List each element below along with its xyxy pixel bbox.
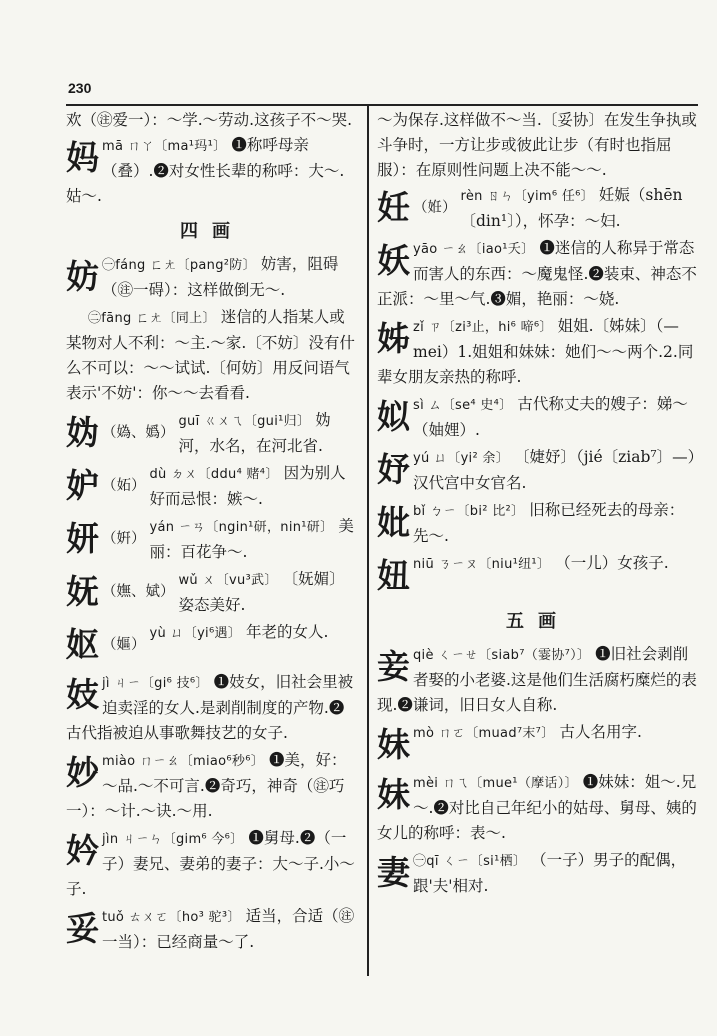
entry-body xyxy=(66,133,358,209)
entry-body xyxy=(66,670,358,746)
entry-body xyxy=(377,848,699,899)
pronunciation: yāo ㄧㄠ〔iao¹夭〕 xyxy=(413,242,535,257)
pronunciation: mèi ㄇㄟ〔mue¹（摩话）〕 xyxy=(413,776,578,791)
entry-body xyxy=(66,826,358,902)
definition: 妫河，水名，在河北省. xyxy=(178,411,331,455)
pronunciation: yú ㄩ〔yi² 余〕 xyxy=(413,451,510,466)
pronunciation: yán ㄧㄢ〔ngin¹研，nin¹研〕 xyxy=(149,520,334,535)
dictionary-entry xyxy=(377,551,699,599)
definition: 美丽：百花争～. xyxy=(149,517,354,561)
definition: 适当，合适（㊟一当）：已经商量～了. xyxy=(102,907,355,951)
dictionary-entry xyxy=(377,642,699,718)
page-number: 230 xyxy=(68,80,92,96)
entry-body xyxy=(377,720,699,746)
definition: （一儿）女孩子. xyxy=(555,554,669,572)
header-rule xyxy=(66,104,698,106)
headword: 妹 xyxy=(377,725,410,764)
pronunciation: tuǒ ㄊㄨㄛ〔ho³ 驼³〕 xyxy=(102,910,241,925)
headword-variant: （姸） xyxy=(102,531,146,547)
pronunciation: zǐ ㄗ〔zi³止，hi⁶ 啼⁶〕 xyxy=(413,320,553,335)
pronunciation: ㊁fāng ㄈㄤ〔同上〕 xyxy=(88,311,216,326)
dictionary-entry xyxy=(377,770,699,846)
headword: 妤 xyxy=(377,450,410,489)
pronunciation: jì ㄐㄧ〔gi⁶ 技⁶〕 xyxy=(102,676,209,691)
pronunciation: yù ㄩ〔yi⁶遇〕 xyxy=(149,626,242,641)
dictionary-entry xyxy=(377,848,699,899)
definition: 妨害，阻碍（㊟一碍）：这样做倒无～. xyxy=(102,255,339,299)
dictionary-entry xyxy=(377,720,699,768)
section-title: 四画 xyxy=(180,221,244,242)
dictionary-entry xyxy=(377,498,699,549)
pronunciation: mò ㄇㄛ〔muad⁷末⁷〕 xyxy=(413,726,555,741)
right-column xyxy=(377,108,699,901)
entry-list-pre xyxy=(377,183,699,599)
definition: 年老的女人. xyxy=(246,623,329,641)
definition: 因为别人好而忌恨：嫉～. xyxy=(149,464,346,508)
dictionary-entry xyxy=(66,904,358,955)
entry-body xyxy=(377,445,699,496)
headword-variant: （媯、嬀） xyxy=(102,425,175,441)
entry-body xyxy=(377,498,699,549)
headword: 妒 xyxy=(66,466,99,505)
dictionary-entry xyxy=(377,445,699,496)
dictionary-entry xyxy=(66,826,358,902)
dictionary-entry xyxy=(66,408,358,459)
entry-list xyxy=(377,642,699,899)
entry-body xyxy=(377,770,699,846)
pronunciation: wǔ ㄨ〔vu³武〕 xyxy=(178,573,278,588)
definition: ❶美，好：～品.～不可言.❷奇巧，神奇（㊟巧一）：～计.～诀.～用. xyxy=(66,751,347,820)
headword: 妨 xyxy=(66,257,99,296)
entry-body xyxy=(377,551,699,577)
entry-body xyxy=(66,904,358,955)
definition: 旧称已经死去的母亲：先～. xyxy=(413,501,685,545)
definition: ❶称呼母亲（叠）.❷对女性长辈的称呼：大～.姑～. xyxy=(66,136,345,205)
left-column xyxy=(66,108,358,957)
entry-list-pre xyxy=(66,133,358,209)
continuation-text: 欢（㊟爱一）：～学.～劳动.这孩子不～哭. xyxy=(66,111,353,129)
column-divider xyxy=(367,106,369,976)
definition: 妊娠（shēn〔din¹〕），怀孕：～妇. xyxy=(460,186,683,230)
dictionary-entry xyxy=(377,183,699,234)
headword: 妪 xyxy=(66,625,99,664)
headword: 妣 xyxy=(377,503,410,542)
dictionary-entry xyxy=(66,252,358,303)
headword: 妗 xyxy=(66,831,99,870)
definition: ❶迷信的人称异于常态而害人的东西：～魔鬼怪.❷装束、神态不正派：～里～气.❸媚，艳丽：～娆. xyxy=(377,239,697,308)
pronunciation: qiè ㄑㄧㄝ〔siab⁷（霎协⁷）〕 xyxy=(413,648,591,663)
definition: 〔婕妤〕（jié〔ziab⁷〕—）汉代宫中女官名. xyxy=(413,448,696,492)
pronunciation: jìn ㄐㄧㄣ〔gim⁶ 今⁶〕 xyxy=(102,832,244,847)
entry-body xyxy=(66,748,358,824)
section-title: 五画 xyxy=(506,611,570,632)
headword: 妻 xyxy=(377,853,410,892)
headword: 妙 xyxy=(66,753,99,792)
headword-variant: （嫗） xyxy=(102,637,146,653)
dictionary-entry xyxy=(66,514,358,565)
entry-body xyxy=(377,236,699,312)
headword: 妞 xyxy=(377,556,410,595)
dictionary-entry xyxy=(66,620,358,668)
headword: 妖 xyxy=(377,241,410,280)
headword-variant: （姙） xyxy=(413,200,457,216)
definition: 古代称丈夫的嫂子：娣～（妯娌）. xyxy=(413,395,688,439)
pronunciation: mā ㄇㄚ〔ma¹玛¹〕 xyxy=(102,139,227,154)
definition: 姐姐.〔姊妹〕（—mei）1.姐姐和妹妹：她们～～两个.2.同辈女朋友亲热的称呼. xyxy=(377,317,694,386)
dictionary-entry xyxy=(66,567,358,618)
definition: 迷信的人指某人或某物对人不利：～主.～家.〔不妨〕没有什么不可以：～～试试.〔何妨〕用反问语气表示'不妨'：你～～去看看. xyxy=(66,308,355,402)
headword: 妥 xyxy=(66,909,99,948)
headword: 妓 xyxy=(66,675,99,714)
dictionary-entry xyxy=(66,748,358,824)
pronunciation: niū ㄋㄧㄡ〔niu¹纽¹〕 xyxy=(413,557,551,572)
dictionary-entry xyxy=(377,314,699,390)
pronunciation: ㊀fáng ㄈㄤ〔pang²防〕 xyxy=(102,258,256,273)
entry-body xyxy=(66,305,358,406)
headword: 姒 xyxy=(377,397,410,436)
entry-body xyxy=(377,392,699,443)
entry-body xyxy=(377,642,699,718)
entry-list xyxy=(66,252,358,955)
definition: 古人名用字. xyxy=(559,723,642,741)
headword: 妾 xyxy=(377,647,410,686)
headword: 妊 xyxy=(377,188,410,227)
definition: 〔妩媚〕姿态美好. xyxy=(178,570,345,614)
headword: 妩 xyxy=(66,572,99,611)
definition: ❶妓女，旧社会里被迫卖淫的女人.是剥削制度的产物.❷古代指被迫从事歌舞技艺的女子. xyxy=(66,673,354,742)
pronunciation: miào ㄇㄧㄠ〔miao⁶秒⁶〕 xyxy=(102,754,265,769)
headword-variant: （嫵、娬） xyxy=(102,584,175,600)
headword: 妈 xyxy=(66,138,99,177)
headword-variant: （妬） xyxy=(102,478,146,494)
headword: 姊 xyxy=(377,319,410,358)
definition: （一子）男子的配偶，跟'夫'相对. xyxy=(413,851,687,895)
headword: 妫 xyxy=(66,413,99,452)
dictionary-entry xyxy=(377,236,699,312)
definition: ❶舅母.❷（一子）妻兄、妻弟的妻子：大～子.小～子. xyxy=(66,829,355,898)
pronunciation: bǐ ㄅㄧ〔bi² 比²〕 xyxy=(413,504,525,519)
dictionary-entry xyxy=(66,133,358,209)
dictionary-entry xyxy=(66,461,358,512)
dictionary-entry xyxy=(66,305,358,406)
headword: 妹 xyxy=(377,775,410,814)
pronunciation: ㊀qī ㄑㄧ〔si¹栖〕 xyxy=(413,854,527,869)
definition: ❶旧社会剥削者娶的小老婆.这是他们生活腐朽糜烂的表现.❷谦词，旧日女人自称. xyxy=(377,645,697,714)
dictionary-entry xyxy=(377,392,699,443)
dictionary-entry xyxy=(66,670,358,746)
entry-body xyxy=(377,314,699,390)
definition: ❶妹妹：姐～.兄～.❷对比自己年纪小的姑母、舅母、姨的女儿的称呼：表～. xyxy=(377,773,697,842)
headword: 妍 xyxy=(66,519,99,558)
pronunciation: dù ㄉㄨ〔ddu⁴ 赌⁴〕 xyxy=(149,467,279,482)
entry-body xyxy=(66,252,358,303)
pronunciation: guī ㄍㄨㄟ〔gui¹归〕 xyxy=(178,414,311,429)
continuation-text: ～为保存.这样做不～当.〔妥协〕在发生争执或斗争时，一方让步或彼此让步（有时也指屈服）：在原则性问题上决不能～～. xyxy=(377,111,697,179)
pronunciation: sì ㄙ〔se⁴ 史⁴〕 xyxy=(413,398,513,413)
pronunciation: rèn ㄖㄣ〔yim⁶ 任⁶〕 xyxy=(460,189,594,204)
